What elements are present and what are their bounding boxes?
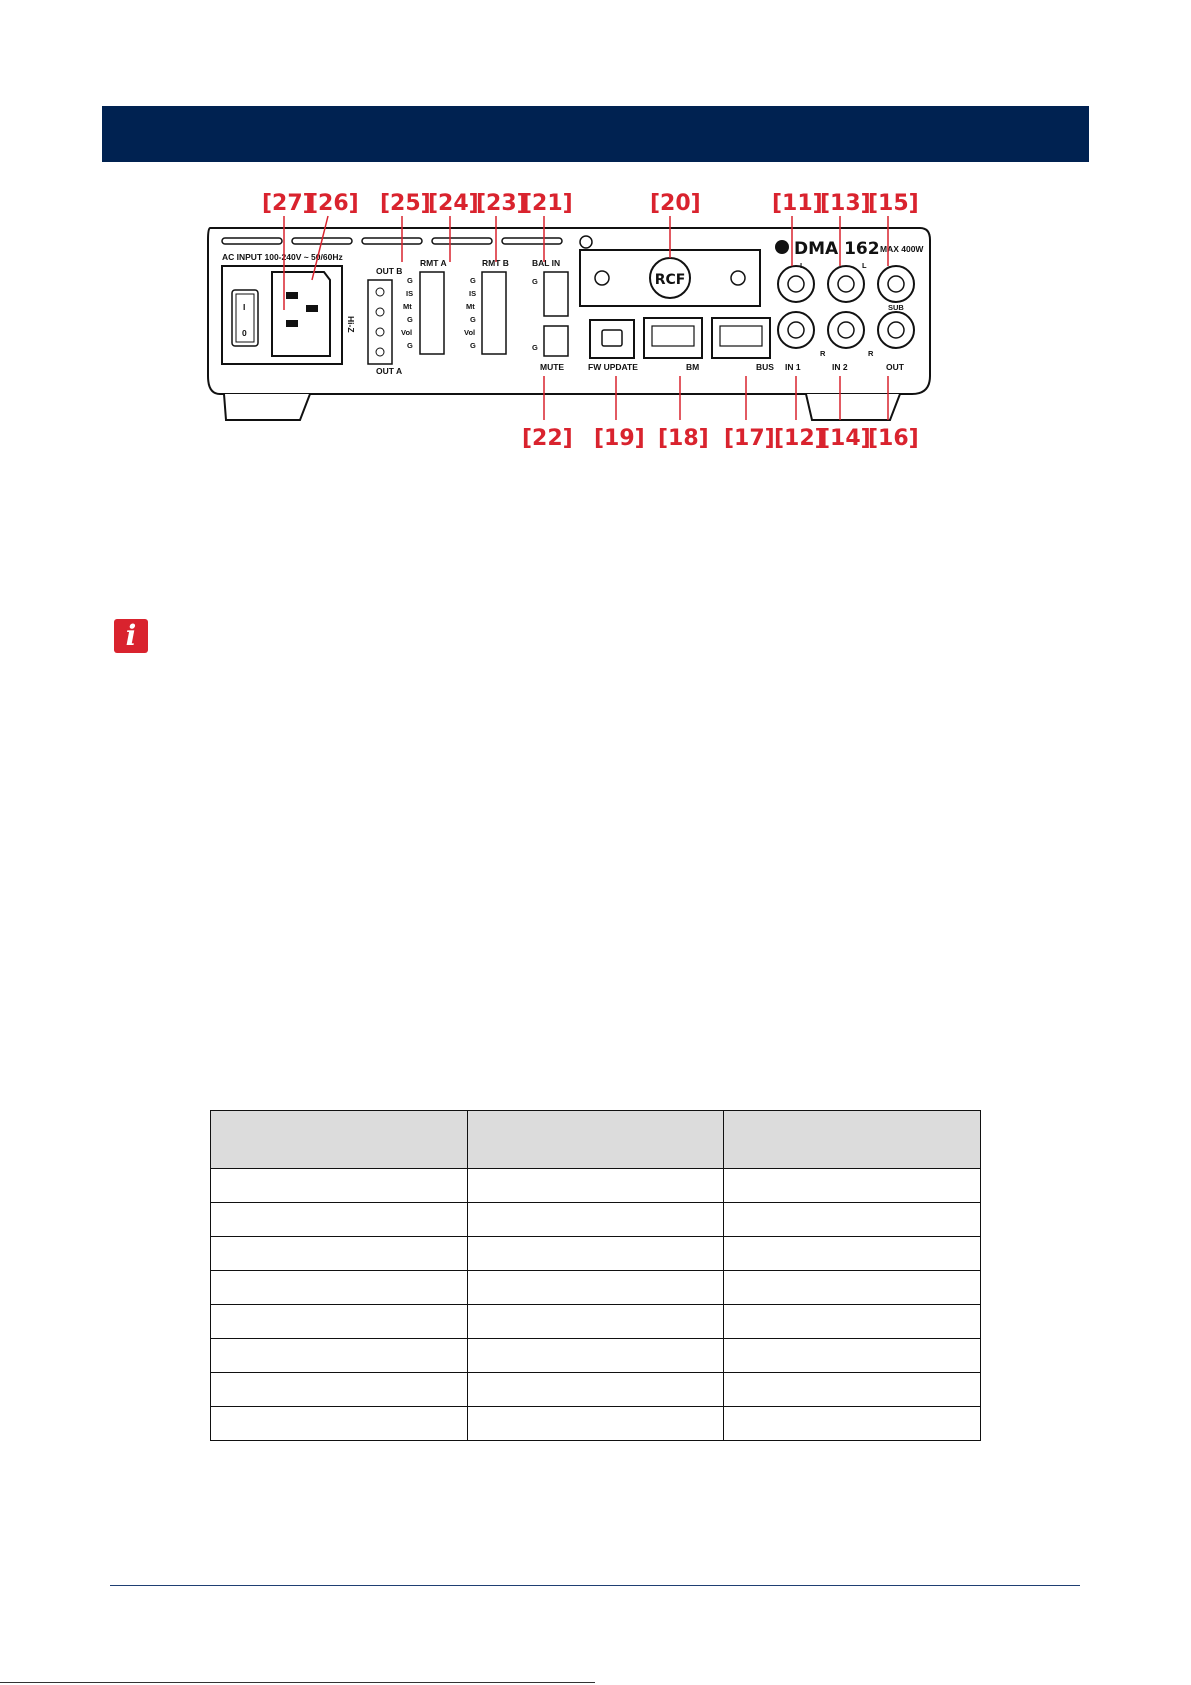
- power-switch-on: I: [243, 302, 246, 312]
- spec-table: [210, 1110, 981, 1441]
- callout-13: [13]: [820, 191, 871, 216]
- out-a-label: OUT A: [376, 366, 403, 376]
- svg-text:Vol: Vol: [464, 328, 476, 337]
- svg-text:R: R: [820, 349, 826, 358]
- table-header-cell: [211, 1111, 468, 1169]
- table-row: [211, 1305, 981, 1339]
- callout-17: [17]: [724, 426, 775, 451]
- iec-socket: [272, 272, 330, 356]
- table-row: [211, 1169, 981, 1203]
- svg-text:G: G: [532, 343, 538, 352]
- header-band: [102, 106, 1089, 162]
- table-cell: [211, 1237, 468, 1271]
- table-cell: [724, 1203, 981, 1237]
- sub-label: SUB: [888, 303, 904, 312]
- out-label: OUT: [886, 362, 904, 372]
- svg-text:G: G: [532, 277, 538, 286]
- svg-text:G: G: [407, 341, 413, 350]
- table-cell: [724, 1305, 981, 1339]
- table-row: [211, 1339, 981, 1373]
- svg-text:RCF: RCF: [654, 272, 686, 288]
- table-cell: [724, 1373, 981, 1407]
- callout-26: [26]: [308, 191, 359, 216]
- rmt-a-label: RMT A: [420, 258, 447, 268]
- svg-text:Mt: Mt: [403, 302, 412, 311]
- power-switch-off: 0: [242, 328, 247, 338]
- rmt-b-terminal: [482, 272, 506, 354]
- model-name: DMA 162: [794, 239, 880, 259]
- fw-update-label: FW UPDATE: [588, 362, 638, 372]
- bus-label: BUS: [756, 362, 774, 372]
- table-cell: [467, 1407, 724, 1441]
- footer-rule: [110, 1585, 1080, 1586]
- table-cell: [467, 1271, 724, 1305]
- bal-in-label: BAL IN: [532, 258, 561, 268]
- table-row: [211, 1203, 981, 1237]
- table-row: [211, 1271, 981, 1305]
- bm-label: BM: [686, 362, 700, 372]
- device-foot-right: [806, 394, 900, 420]
- callout-18: [18]: [658, 426, 709, 451]
- table-row: [211, 1237, 981, 1271]
- mute-terminal: [544, 326, 568, 356]
- table-cell: [467, 1169, 724, 1203]
- max-power-label: MAX 400W: [880, 244, 924, 254]
- table-cell: [467, 1305, 724, 1339]
- svg-text:G: G: [470, 341, 476, 350]
- table-row: [211, 1373, 981, 1407]
- in2-label: IN 2: [832, 362, 848, 372]
- callout-25: [25]: [380, 191, 431, 216]
- info-icon: i: [114, 619, 148, 653]
- svg-text:Mt: Mt: [466, 302, 475, 311]
- callout-12: [12]: [774, 426, 825, 451]
- callout-27: [27]: [262, 191, 313, 216]
- callout-14: [14]: [820, 426, 871, 451]
- svg-text:L: L: [862, 261, 867, 270]
- callout-23: [23]: [476, 191, 527, 216]
- table-cell: [724, 1407, 981, 1441]
- table-header-cell: [724, 1111, 981, 1169]
- callout-15: [15]: [868, 191, 919, 216]
- callout-16: [16]: [868, 426, 919, 451]
- table-cell: [211, 1169, 468, 1203]
- svg-text:G: G: [407, 276, 413, 285]
- svg-text:IS: IS: [406, 289, 414, 298]
- table-cell: [467, 1373, 724, 1407]
- table-cell: [724, 1339, 981, 1373]
- ac-input-label: AC INPUT 100-240V ~ 50/60Hz: [222, 252, 343, 262]
- callout-22: [22]: [522, 426, 573, 451]
- table-header-row: [211, 1111, 981, 1169]
- table-cell: [724, 1169, 981, 1203]
- table-cell: [211, 1305, 468, 1339]
- svg-text:Vol: Vol: [401, 328, 413, 337]
- table-cell: [724, 1237, 981, 1271]
- svg-text:L: L: [800, 261, 805, 270]
- table-cell: [211, 1373, 468, 1407]
- callout-21: [21]: [522, 191, 573, 216]
- bottom-rule: [0, 1682, 595, 1683]
- svg-text:G: G: [470, 315, 476, 324]
- table-cell: [211, 1407, 468, 1441]
- table-cell: [467, 1339, 724, 1373]
- out-b-label: OUT B: [376, 266, 403, 276]
- callout-19: [19]: [594, 426, 645, 451]
- in1-label: IN 1: [785, 362, 801, 372]
- rmt-a-terminal: [420, 272, 444, 354]
- table-cell: [724, 1271, 981, 1305]
- mute-label: MUTE: [540, 362, 565, 372]
- svg-text:G: G: [470, 276, 476, 285]
- rear-panel-svg: [200, 180, 980, 470]
- svg-text:IS: IS: [469, 289, 477, 298]
- table-cell: [467, 1237, 724, 1271]
- table-cell: [467, 1203, 724, 1237]
- table-row: [211, 1407, 981, 1441]
- svg-text:G: G: [407, 315, 413, 324]
- callout-20: [20]: [650, 191, 701, 216]
- table-cell: [211, 1203, 468, 1237]
- rmt-b-label: RMT B: [482, 258, 509, 268]
- table-cell: [211, 1339, 468, 1373]
- rear-panel-diagram: [200, 180, 980, 470]
- svg-text:R: R: [868, 349, 874, 358]
- callout-11: [11]: [772, 191, 823, 216]
- hiz-label: Hi-Z: [346, 316, 356, 333]
- device-foot-left: [224, 394, 310, 420]
- callout-24: [24]: [428, 191, 479, 216]
- bal-in-terminal: [544, 272, 568, 316]
- table-cell: [211, 1271, 468, 1305]
- table-header-cell: [467, 1111, 724, 1169]
